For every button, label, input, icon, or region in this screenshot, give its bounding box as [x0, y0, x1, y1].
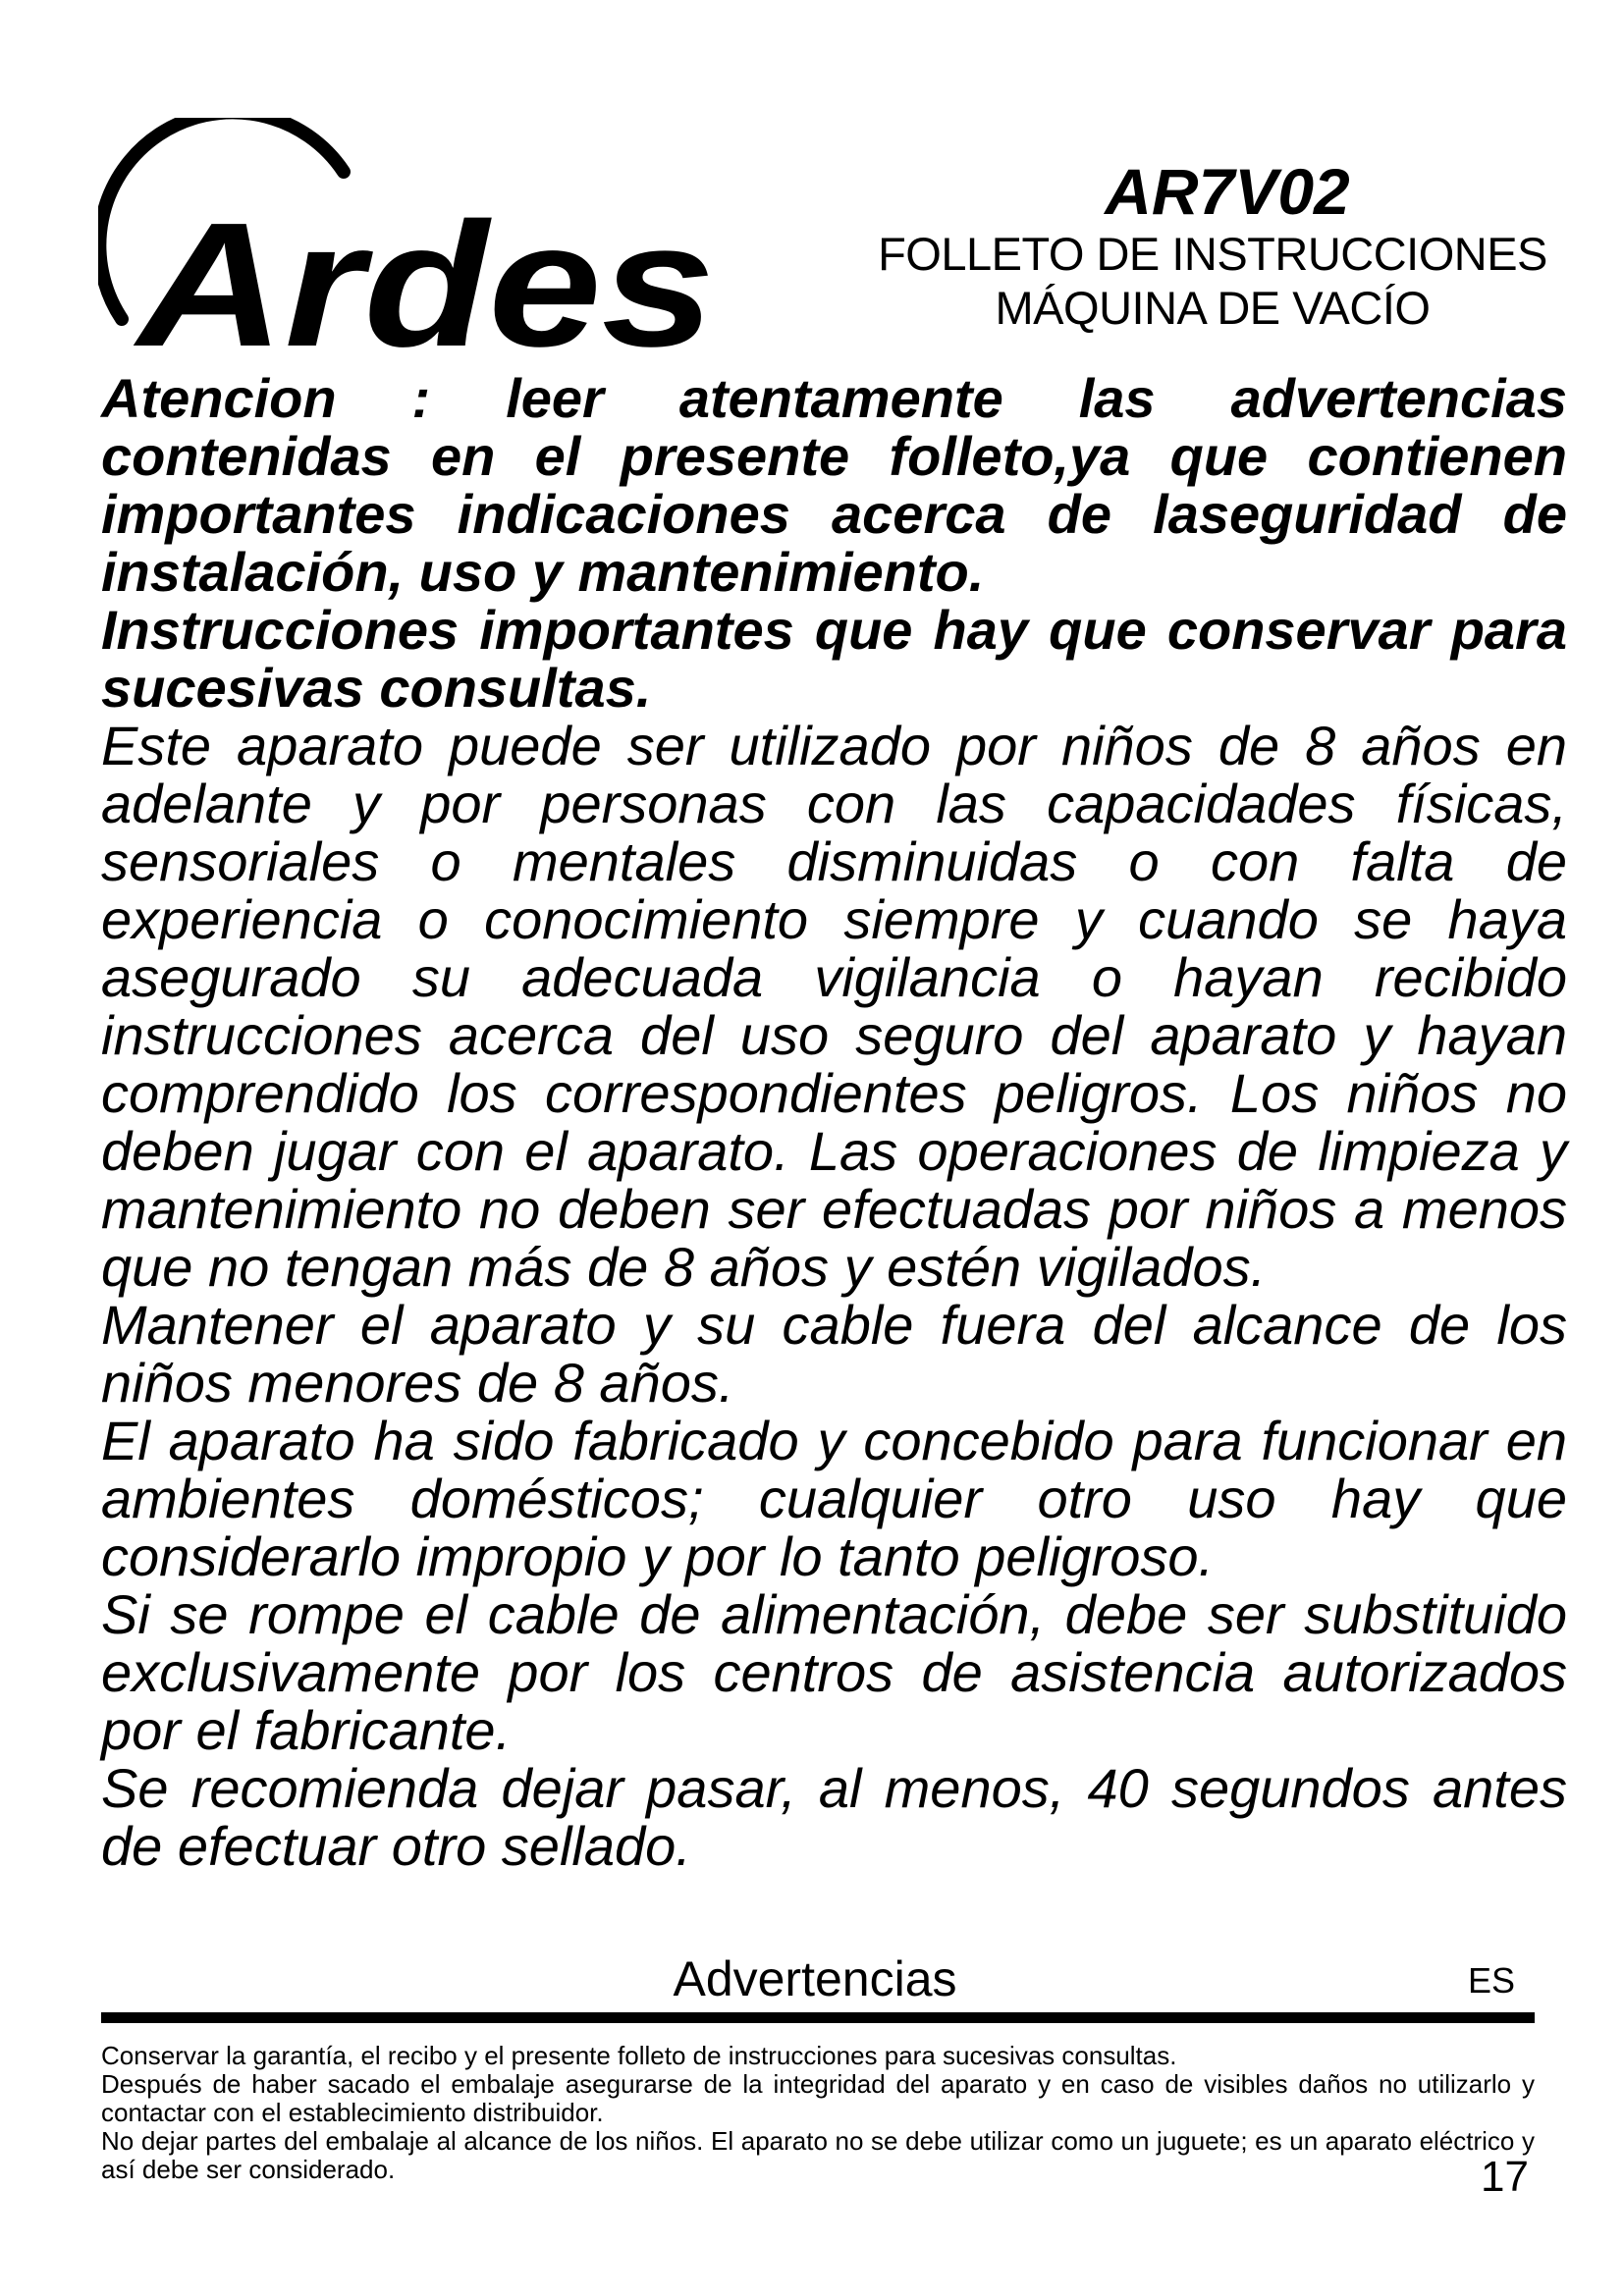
divider	[101, 2012, 1535, 2023]
cable-broken-paragraph: Si se rompe el cable de alimentación, debe ser substituido exclusivamente por los centros de asistencia autorizados por el fabricante.	[101, 1583, 1567, 1761]
section-title: Advertencias	[673, 1951, 957, 2006]
general-notes	[101, 2042, 1535, 2184]
sealing-paragraph: Se recomienda dejar pasar, al menos, 40 segundos antes de efectuar otro sellado.	[101, 1757, 1567, 1877]
domestic-use-paragraph: El aparato ha sido fabricado y concebido para funcionar en ambientes domésticos; cualquier otro uso hay que considerarlo impropio y por lo tanto peligroso.	[101, 1410, 1567, 1587]
page-number: 17	[1481, 2153, 1529, 2201]
children-paragraph: Este aparato puede ser utilizado por niños de 8 años en adelante y por personas con las capacidades físicas, sensoriales o mentales disminuidas o con falta de experiencia o conocimiento siempre y cuando se haya asegurado su adecuada vigilancia o hayan recibido instrucciones acerca del uso seguro del aparato y hayan comprendido los correspondientes peligros. Los niños no deben jugar con el aparato. Las operaciones de limpieza y mantenimiento no deben ser efectuadas por niños a menos que no tengan más de 8 años y estén vigilados.	[101, 715, 1567, 1298]
logo-wordmark: Ardes	[133, 187, 716, 383]
model-number: AR7V02	[1105, 155, 1350, 228]
product-name: MÁQUINA DE VACÍO	[995, 282, 1431, 334]
note-packaging: Después de haber sacado el embalaje asegurarse de la integridad del aparato y en caso de visibles daños no utilizarlo y contactar con el establecimiento distribuidor.	[101, 2069, 1535, 2127]
note-warranty: Conservar la garantía, el recibo y el presente folleto de instrucciones para sucesivas consultas.	[101, 2041, 1177, 2070]
language-code: ES	[1468, 1960, 1516, 2001]
ardes-logo	[98, 118, 727, 383]
attention-paragraph: Atencion : leer atentamente las advertencias contenidas en el presente folleto,ya que contienen importantes indicaciones acerca de laseguridad de instalación, uso y mantenimiento.	[101, 367, 1567, 603]
keep-instructions-paragraph: Instrucciones importantes que hay que conservar para sucesivas consultas.	[101, 599, 1567, 719]
cable-reach-paragraph: Mantener el aparato y su cable fuera del alcance de los niños menores de 8 años.	[101, 1294, 1567, 1414]
warnings-body	[101, 369, 1567, 1875]
note-children: No dejar partes del embalaje al alcance de los niños. El aparato no se debe utilizar como un juguete; es un aparato eléctrico y así debe ser considerado.	[101, 2126, 1535, 2184]
booklet-title: FOLLETO DE INSTRUCCIONES	[878, 228, 1547, 280]
